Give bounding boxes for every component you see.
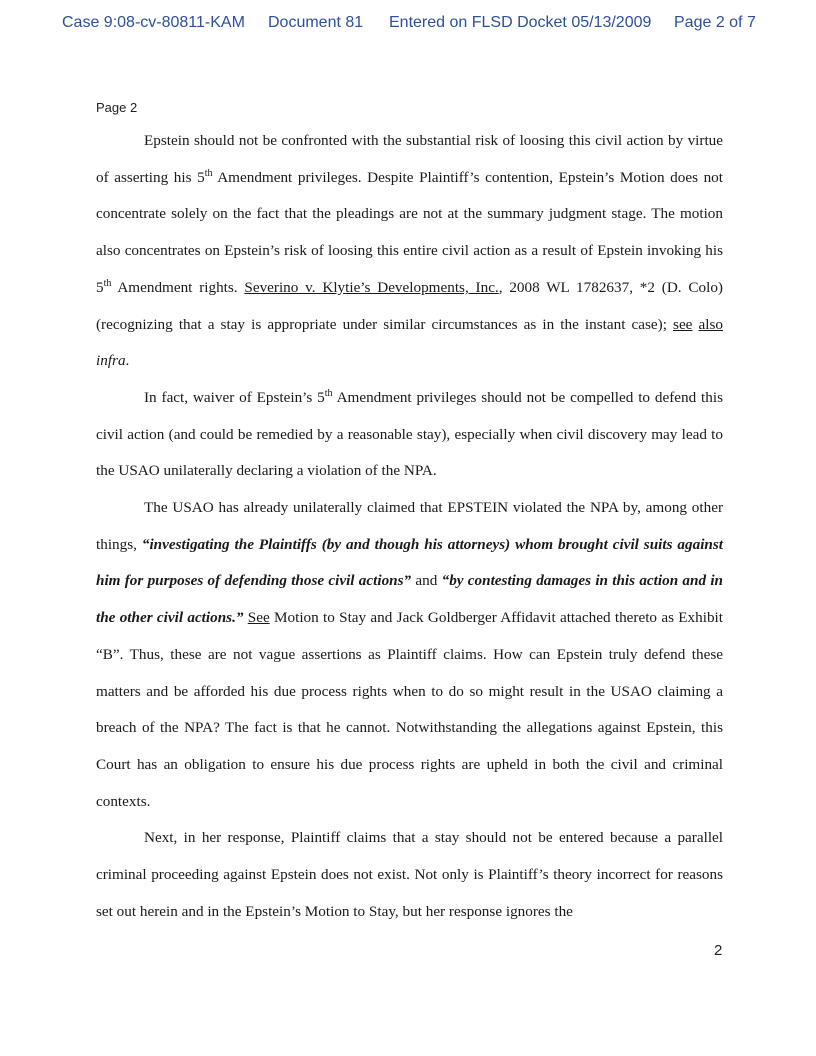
text-run: Amendment privileges. Despite Plaintiff’s contention, Epstein’s Motion does not concentrate solely on the fact that the pleadings are not at the summary judgment stage. The motion also concentrates on Epstein’s risk of loosing this entire civil action as a result of Epstein invoking his 5 — [96, 168, 723, 296]
quoted-claim: “by contesting damages in this action and in the other civil actions.” — [96, 572, 723, 627]
signal-see: see — [673, 315, 693, 333]
signal-see: See — [247, 609, 270, 627]
text-run: In fact, waiver of Epstein’s 5 — [144, 388, 325, 406]
superscript: th — [204, 167, 213, 179]
text-run: . — [125, 352, 130, 370]
paragraph-2 — [96, 380, 723, 490]
page-label: Page 2 — [96, 100, 138, 115]
text-run: Amendment privileges should not be compelled to defend this civil action (and could be remedied by a reasonable stay), especially when civil discovery may lead to the USAO unilaterally declaring a violation of the NPA. — [96, 388, 723, 480]
text-run: , 2008 WL 1782637, *2 (D. Colo)(recognizing that a stay is appropriate under similar circumstances as in the instant case); — [96, 278, 723, 333]
page-count: Page 2 of 7 — [674, 14, 756, 31]
docket-entry-date: Entered on FLSD Docket 05/13/2009 — [389, 14, 652, 31]
superscript: th — [103, 277, 112, 289]
quoted-claim: “investigating the Plaintiffs (by and though his attorneys) whom brought civil suits against him for purposes of defending those civil actions” — [96, 535, 724, 590]
signal-also: also — [698, 315, 723, 333]
case-citation: Severino v. Klytie’s Developments, Inc. — [244, 278, 499, 296]
text-run: Epstein should not be confronted with the substantial risk of loosing this civil action by virtue of asserting his 5 — [96, 132, 723, 186]
superscript: th — [324, 387, 333, 399]
paragraph-3 — [96, 490, 723, 820]
text-run: Motion to Stay and Jack Goldberger Affidavit attached thereto as Exhibit “B”. Thus, these are not vague assertions as Plaintiff claims. How can Epstein truly defend these matters and be afforded his due process rights when to do so might result in the USAO claiming a breach of the NPA? The fact is that he cannot. Notwithstanding the allegations against Epstein, this Court has an obligation to ensure his due process rights are upheld in both the civil and criminal contexts. — [96, 609, 723, 810]
text-run: Amendment rights. — [111, 278, 245, 296]
paragraph-4 — [96, 820, 723, 930]
text-run: Next, in her response, Plaintiff claims that a stay should not be entered because a parallel criminal proceeding against Epstein does not exist. Not only is Plaintiff’s theory incorrect for reasons set out herein and in the Epstein’s Motion to Stay, but her response ignores the — [96, 829, 723, 920]
paragraph-1 — [96, 123, 723, 380]
signal-infra: infra — [96, 352, 126, 370]
text-run: The USAO has already unilaterally claimed that EPSTEIN violated the NPA by, among other things, — [96, 499, 723, 553]
text-run: and — [411, 572, 442, 590]
document-body — [96, 123, 723, 930]
document-number: Document 81 — [268, 14, 364, 31]
page-number: 2 — [714, 942, 723, 959]
case-number: Case 9:08-cv-80811-KAM — [62, 14, 245, 31]
